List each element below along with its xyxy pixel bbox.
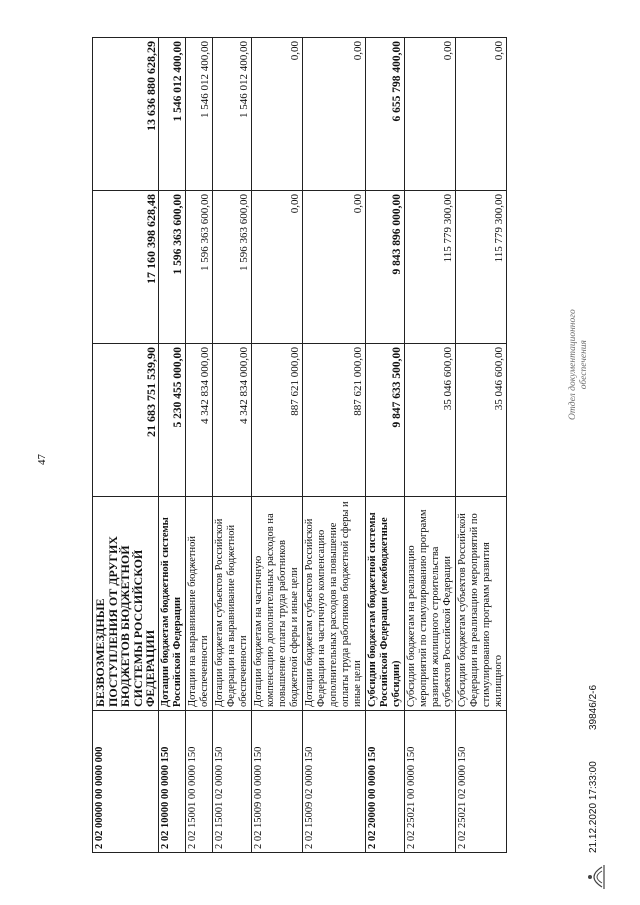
amount-year-3: 6 655 798 400,00 xyxy=(365,38,404,191)
amount-year-2: 9 843 896 000,00 xyxy=(365,191,404,344)
amount-year-1: 887 621 000,00 xyxy=(302,344,365,497)
amount-year-1: 35 046 600,00 xyxy=(455,344,506,497)
budget-code: 2 02 25021 00 0000 150 xyxy=(404,711,455,853)
amount-year-1: 35 046 600,00 xyxy=(404,344,455,497)
amount-year-3: 1 546 012 400,00 xyxy=(158,38,185,191)
amount-year-2: 0,00 xyxy=(251,191,302,344)
budget-item-name: Дотации бюджетам бюджетной системы Российской Федерации xyxy=(158,497,185,711)
budget-item-name: Дотации бюджетам на частичную компенсацию дополнительных расходов на повышение оплаты труда работников бюджетной сферы и иные цели xyxy=(251,497,302,711)
page-number: 47 xyxy=(36,454,48,465)
department-stamp xyxy=(568,309,590,420)
table-row xyxy=(212,38,251,853)
amount-year-1: 21 683 751 539,90 xyxy=(93,344,159,497)
amount-year-1: 5 230 455 000,00 xyxy=(158,344,185,497)
table-row xyxy=(302,38,365,853)
budget-item-name: Субсидии бюджетам бюджетной системы Российской Федерации (межбюджетные субсидии) xyxy=(365,497,404,711)
document-system-logo-icon xyxy=(582,863,608,891)
amount-year-2: 1 596 363 600,00 xyxy=(212,191,251,344)
amount-year-2: 115 779 300,00 xyxy=(455,191,506,344)
document-number: 39846/2-6 xyxy=(588,684,599,730)
budget-code: 2 02 15001 00 0000 150 xyxy=(185,711,212,853)
budget-code: 2 02 20000 00 0000 150 xyxy=(365,711,404,853)
amount-year-2: 17 160 398 628,48 xyxy=(93,191,159,344)
table-row xyxy=(251,38,302,853)
budget-code: 2 02 00000 00 0000 000 xyxy=(93,711,159,853)
table-row xyxy=(158,38,185,853)
amount-year-2: 0,00 xyxy=(302,191,365,344)
stamp-line: Отдел документационного xyxy=(568,309,578,420)
budget-code: 2 02 25021 02 0000 150 xyxy=(455,711,506,853)
budget-item-name: Дотации бюджетам субъектов Российской Федерации на частичную компенсацию дополнительных расходов на повышение оплаты труда работников бюджетной сферы и иные цели xyxy=(302,497,365,711)
amount-year-1: 887 621 000,00 xyxy=(251,344,302,497)
amount-year-3: 1 546 012 400,00 xyxy=(185,38,212,191)
budget-item-name: Субсидии бюджетам субъектов Российской Федерации на реализацию мероприятий по стимулированию программ развития жилищного xyxy=(455,497,506,711)
amount-year-2: 115 779 300,00 xyxy=(404,191,455,344)
budget-code: 2 02 10000 00 0000 150 xyxy=(158,711,185,853)
amount-year-1: 4 342 834 000,00 xyxy=(185,344,212,497)
budget-code: 2 02 15001 02 0000 150 xyxy=(212,711,251,853)
budget-item-name: Субсидии бюджетам на реализацию мероприятий по стимулированию программ развития жилищного строительства субъектов Российской Федерации xyxy=(404,497,455,711)
amount-year-2: 1 596 363 600,00 xyxy=(158,191,185,344)
table-row xyxy=(455,38,506,853)
amount-year-3: 1 546 012 400,00 xyxy=(212,38,251,191)
budget-code: 2 02 15009 00 0000 150 xyxy=(251,711,302,853)
amount-year-3: 0,00 xyxy=(251,38,302,191)
amount-year-3: 0,00 xyxy=(455,38,506,191)
budget-table xyxy=(92,37,507,853)
amount-year-2: 1 596 363 600,00 xyxy=(185,191,212,344)
stamp-line: обеспечения xyxy=(579,340,589,390)
budget-code: 2 02 15009 02 0000 150 xyxy=(302,711,365,853)
budget-item-name: Дотации бюджетам субъектов Российской Федерации на выравнивание бюджетной обеспеченности xyxy=(212,497,251,711)
table-row xyxy=(93,38,159,853)
table-row xyxy=(365,38,404,853)
amount-year-1: 4 342 834 000,00 xyxy=(212,344,251,497)
table-row xyxy=(185,38,212,853)
registration-date: 21.12.2020 17:33:00 xyxy=(588,761,599,853)
amount-year-3: 0,00 xyxy=(302,38,365,191)
budget-item-name: Дотации на выравнивание бюджетной обеспеченности xyxy=(185,497,212,711)
amount-year-3: 13 636 880 628,29 xyxy=(93,38,159,191)
amount-year-1: 9 847 633 500,00 xyxy=(365,344,404,497)
budget-item-name: БЕЗВОЗМЕЗДНЫЕ ПОСТУПЛЕНИЯ ОТ ДРУГИХ БЮДЖЕТОВ БЮДЖЕТНОЙ СИСТЕМЫ РОССИЙСКОЙ ФЕДЕРАЦИИ xyxy=(93,497,159,711)
amount-year-3: 0,00 xyxy=(404,38,455,191)
table-row xyxy=(404,38,455,853)
